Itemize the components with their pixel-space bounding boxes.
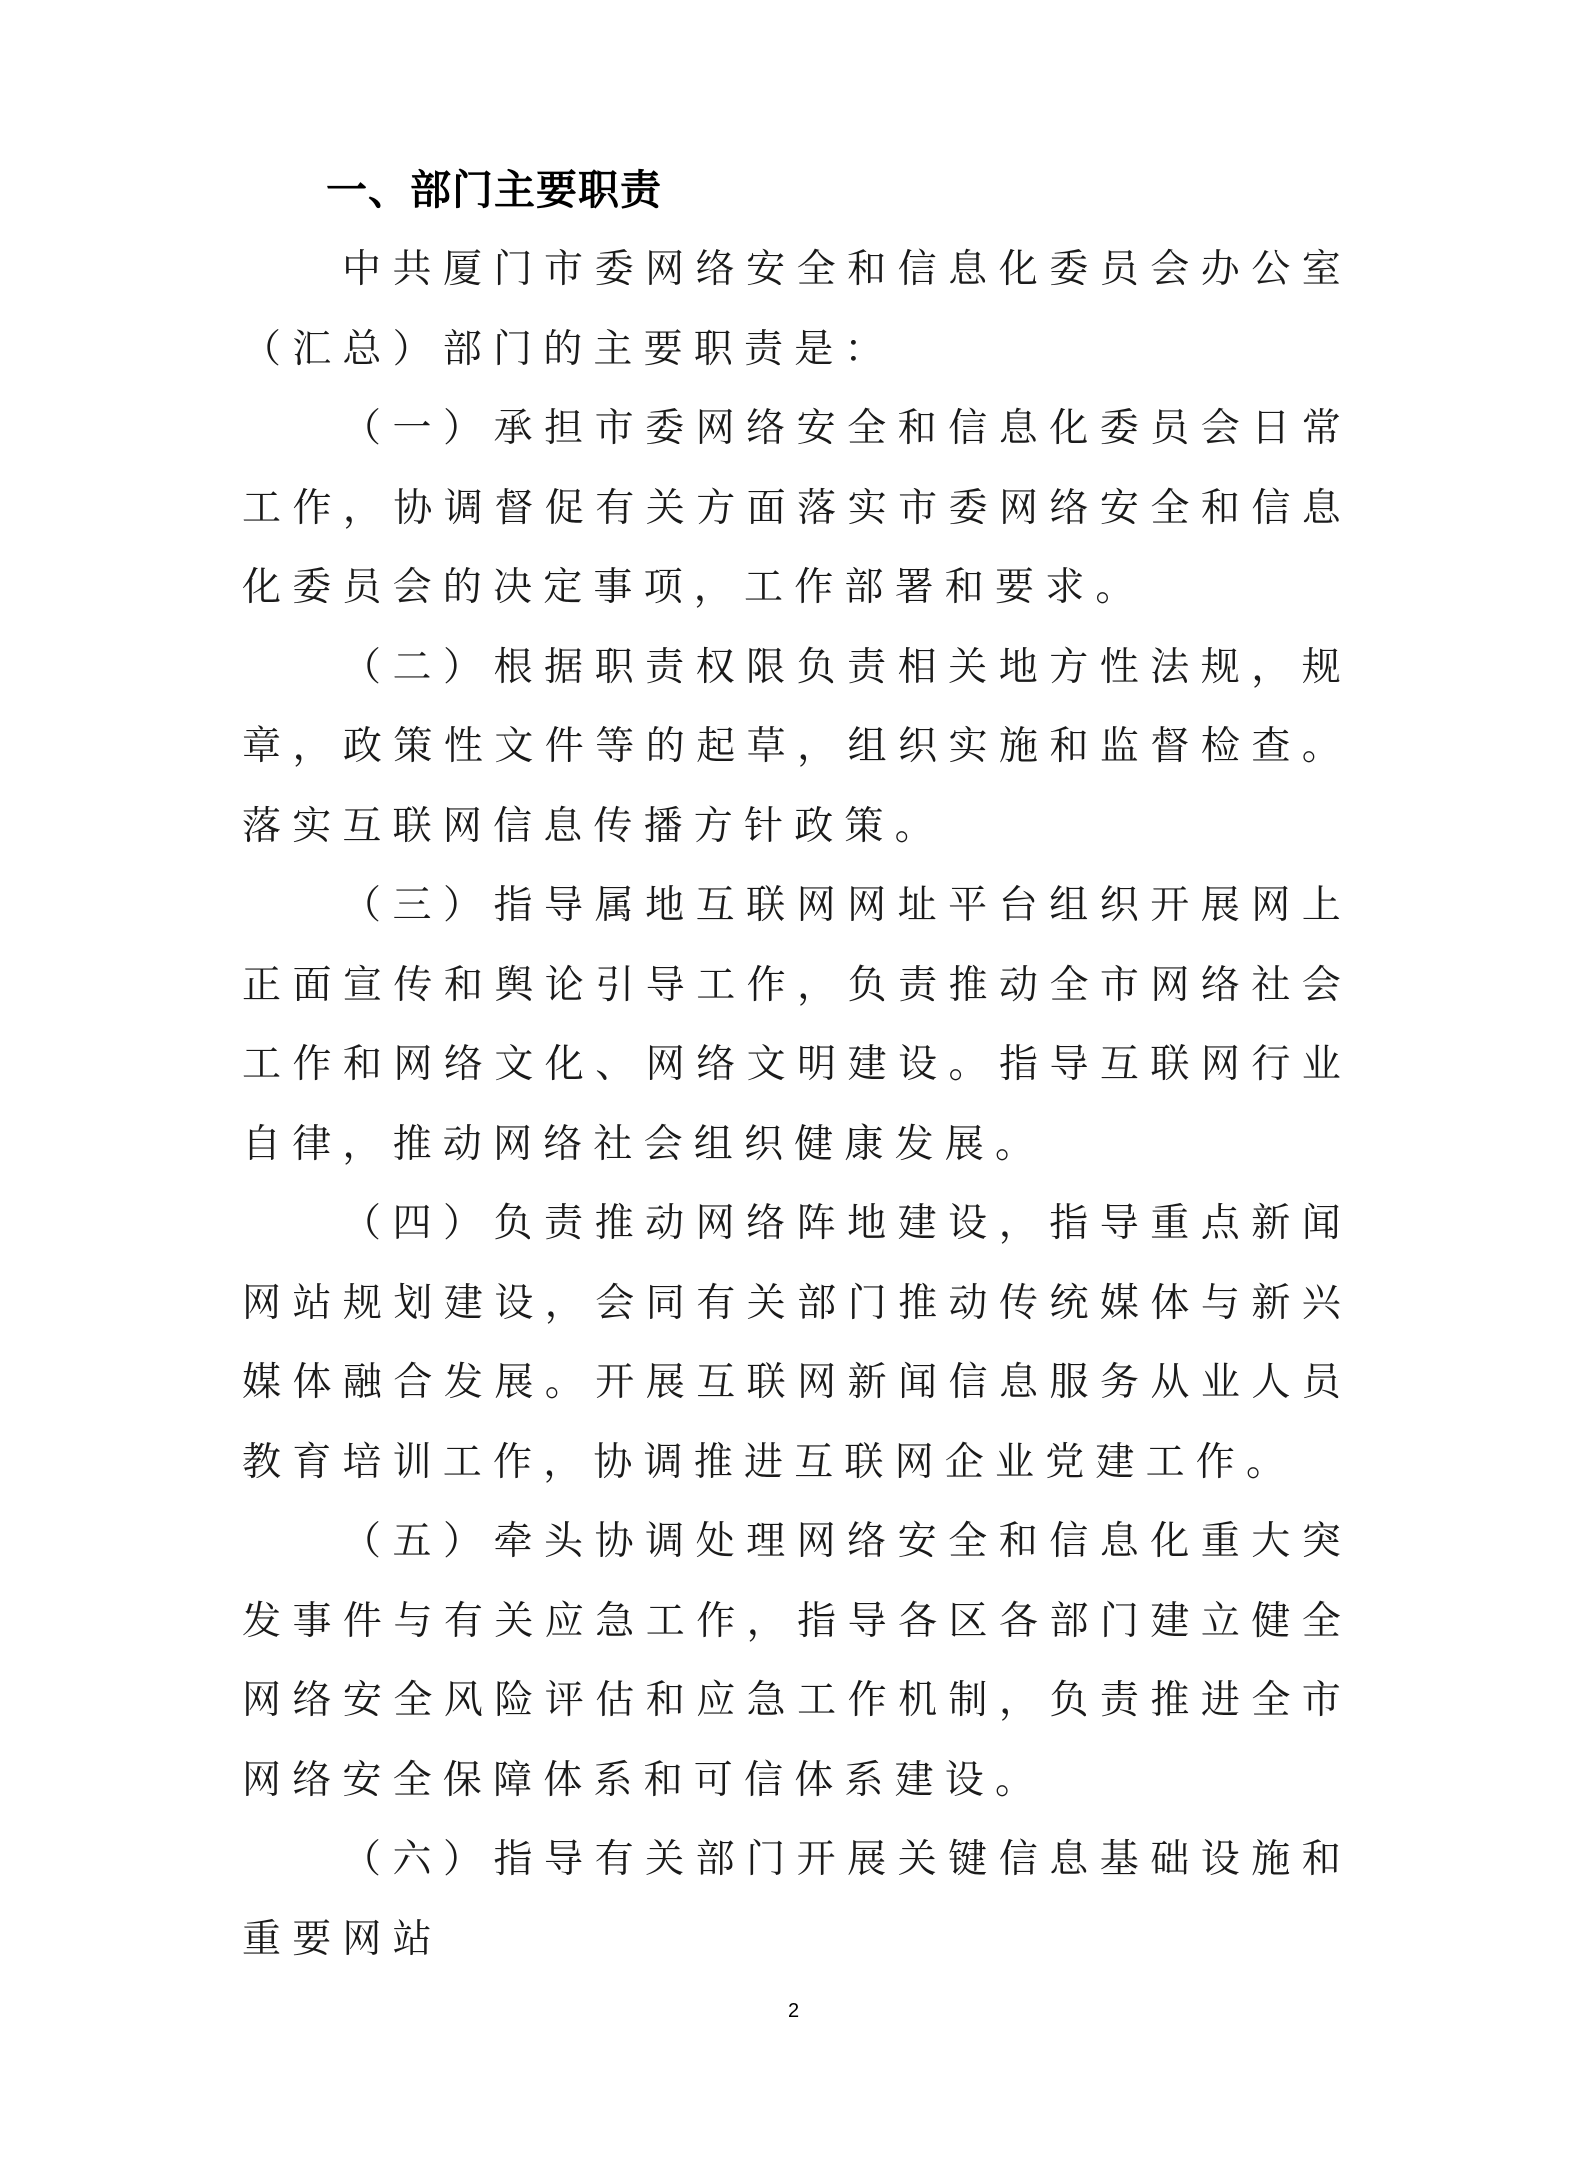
paragraph-duty-5: （五）牵头协调处理网络安全和信息化重大突发事件与有关应急工作，指导各区各部门建立健全网络安全风险评估和应急工作机制，负责推进全市网络安全保障体系和可信体系建设。 [242,1519,1352,1803]
section-heading: 一、部门主要职责 [326,166,662,214]
paragraph-duty-3: （三）指导属地互联网网址平台组织开展网上正面宣传和舆论引导工作，负责推动全市网络社会工作和网络文化、网络文明建设。指导互联网行业自律，推动网络社会组织健康发展。 [242,883,1352,1167]
page-content [242,150,1352,1979]
paragraph-intro: 中共厦门市委网络安全和信息化委员会办公室（汇总）部门的主要职责是： [242,247,1352,372]
paragraph-duty-2: （二）根据职责权限负责相关地方性法规，规章，政策性文件等的起草，组织实施和监督检查。落实互联网信息传播方针政策。 [242,644,1352,849]
paragraph-duty-6: （六）指导有关部门开展关键信息基础设施和重要网站 [242,1837,1352,1962]
page-number: 2 [787,2000,800,2022]
paragraph-duty-4: （四）负责推动网络阵地建设，指导重点新闻网站规划建设，会同有关部门推动传统媒体与新兴媒体融合发展。开展互联网新闻信息服务从业人员教育培训工作，协调推进互联网企业党建工作。 [242,1201,1352,1485]
paragraph-duty-1: （一）承担市委网络安全和信息化委员会日常工作，协调督促有关方面落实市委网络安全和信息化委员会的决定事项，工作部署和要求。 [242,406,1352,610]
